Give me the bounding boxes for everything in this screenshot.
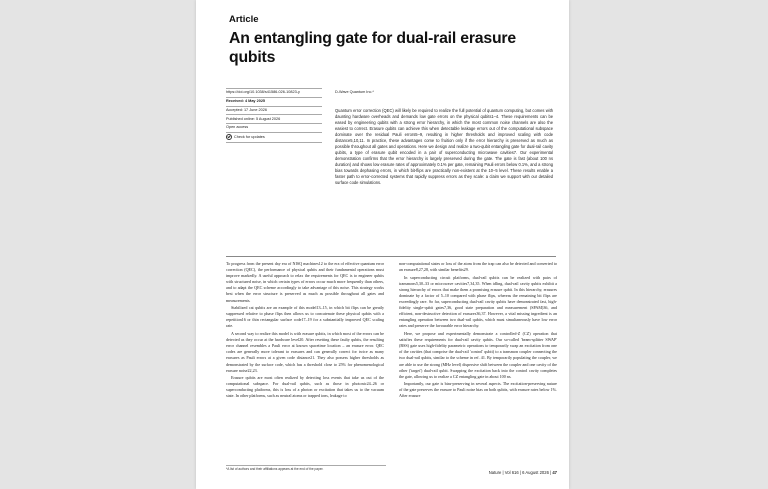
body-column-left [226,261,384,401]
section-divider [226,256,556,257]
body-paragraph: non-computational states or loss of the atom from the trap can also be detected and converted to an erasure8,27,28, with similar benefits29. [399,261,557,273]
article-page [196,0,569,489]
issue-date: 6 August 2026 [522,470,549,475]
published-date: Published online: 5 August 2026 [226,115,322,124]
author-line: D-Wave Quantum Inc.* [335,90,374,94]
open-access-label: Open access [226,124,322,133]
received-date: Received: 4 May 2025 [226,98,322,107]
doi-link[interactable]: https://doi.org/10.1038/s41586-026-10823-y [226,88,322,98]
page-number: 47 [552,470,557,475]
check-updates-label: Check for updates [234,135,265,140]
body-paragraph: Erasure qubits are most often realized by detecting loss events that take us out of the computational subspace. For dual-rail qubits, such as those in photonic24–26 or superconducting platforms, this is loss of a photon or excitation that takes us to the vacuum state. In other platforms, such as neutral atoms or trapped ions, leakage to [226,375,384,399]
author-footnote: *A list of authors and their affiliations appears at the end of the paper. [226,465,386,471]
journal-volume: Vol 616 [504,470,519,475]
article-type-label: Article [229,14,259,25]
abstract: Quantum error correction (QEC) will likely be required to realize the full potential of quantum computing, but comes with daunting hardware overheads and demands low gate errors on the physical qubits1–4. These requirements can be eased by engineering qubits with a strong error hierarchy, in which the most common noise channels are also the easiest to correct. Erasure qubits can achieve this when detectable leakage errors out of the computational subspace dominate over the residual Pauli errors5–9, resulting in higher thresholds and improved scaling with code distance5,10,11. In practice, these advantages come to fruition only if the error hierarchy is preserved as much as possible throughout all gates and operations. Here we design and realize a two-qubit entangling gate for dual-rail cavity qubits, a type of erasure qubit encoded in a pair of superconducting microwave cavities7. Our experimental demonstration confirms that the error hierarchy is largely preserved during the gate. The gate is fast (about 100 ns duration) and shows low erasure rates of approximately 0.1% per gate, remaining Pauli errors below 0.1%, and a strong bias towards dephasing errors, in which bit-flips are practically non-existent at the 10−5 level. These results enable a faster path to error-corrected systems that rapidly suppress errors as they scale: a claim we support with our detailed surface code simulations. [335,108,553,185]
body-paragraph: Stabilized cat qubits are an example of this model13–15, in which bit flips can be greatly suppressed relative to phase flips then allows us to concatenate these physical qubits with a repetition16 or thin rectangular surface code17–19 for a substantially improved QEC scaling rate. [226,305,384,329]
body-paragraph: In superconducting circuit platforms, dual-rail qubits can be realized with pairs of transmons5,30–33 or microwave cavities7,34,35. When idling, dual-rail cavity qubits exhibit a strong hierarchy of errors that make them a promising erasure qubit. In this hierarchy, erasures dominate by a factor of 5–10 compared with phase flips, whereas the remaining bit flips are exceedingly rare. So far, superconducting dual-rail cavity qubits have demonstrated fast, high-fidelity single-qubit gates7,36, good state preparation and measurement (SPAM)36, and efficient, non-destructive detection of erasures36,37. However, a vital missing ingredient is an entangling operation between two dual-rail qubits, which must simultaneously have low error rates and preserve the favourable error hierarchy. [399,274,557,329]
body-paragraph: A second way to realize this model is with erasure qubits, in which most of the errors can be detected as they occur at the hardware level20. After resetting these faulty qubits, the resulting error channel resembles a Pauli error at known spacetime location – an erasure error. QEC codes are generally more tolerant to erasures and can generally correct for twice as many erasures as Pauli errors at a given code distance21. They also possess higher thresholds as demonstrated by the surface code, which has a threshold close to 25% for phenomenological erasure noise22,23. [226,331,384,373]
article-title: An entangling gate for dual-rail erasure qubits [229,30,516,66]
check-updates-icon [226,134,232,140]
journal-name: Nature [488,470,502,475]
page-footer: Nature | Vol 616 | 6 August 2026 | 47 [488,470,557,475]
body-paragraph: Here, we propose and experimentally demonstrate a controlled-Z (CZ) operation that satisfies these requirements for dual-rail cavity qubits. Our so-called 'beam-splitter SWAP' (BSS) gate uses high-fidelity parametric operations to temporarily swap an excitation from one of the cavities (that comprise the dual-rail 'control' qubit) to a transmon coupler connecting the two dual-rail qubits, similar to the scheme in ref. 41. By temporarily populating the coupler, we are able to use the strong (MHz level) dispersive shift between the coupler and one cavity of the other ('target') dual-rail qubit. Swapping the excitation back into the control cavity completes the gate, allowing us to realize a CZ entangling gate in about 100 ns. [399,331,557,379]
check-updates-link[interactable] [226,133,322,143]
body-paragraph: To progress from the present day era of NISQ machines12 to the era of effective quantum error correction (QEC), the performance of physical qubits and their fundamental operations must improve markedly. A useful approach to relax the requirements for QEC is to engineer qubits with structured noise, in which certain types of errors occur much more frequently than others, and to adapt the QEC scheme accordingly to take advantage of this noise. This strategy works best when the error structure is preserved as much as possible throughout all gates and measurements. [226,261,384,303]
article-metadata-sidebar [226,88,322,143]
body-column-right [399,261,557,401]
body-paragraph: Importantly, our gate is bias-preserving in several aspects. The excitation-preserving nature of the gate preserves the erasure to Pauli noise bias on both qubits, with erasure rates below 1%. After erasure [399,381,557,399]
accepted-date: Accepted: 17 June 2026 [226,107,322,116]
